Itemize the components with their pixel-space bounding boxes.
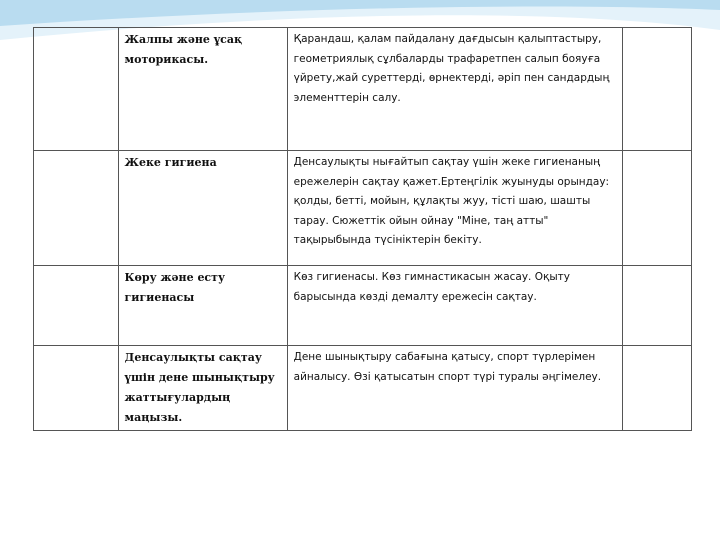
- table-row: [34, 151, 692, 266]
- topic-cell: [118, 28, 287, 151]
- topic-cell: [118, 346, 287, 431]
- content-cell: [287, 28, 622, 151]
- topic-text: Көру және есту гигиенасы: [124, 271, 225, 304]
- empty-cell: [34, 151, 119, 266]
- content-cell: [287, 151, 622, 266]
- empty-cell: [622, 28, 691, 151]
- empty-cell: [34, 266, 119, 346]
- empty-cell: [622, 346, 691, 431]
- topic-cell: [118, 266, 287, 346]
- content-text: Көз гигиенасы. Көз гимнастикасын жасау. Оқыту барысында көзді демалту ережесін сақтау.: [293, 271, 570, 303]
- content-text: Денсаулықты нығайтып сақтау үшін жеке гигиенаның ережелерін сақтау қажет.Ертеңгілік жуынуды орындау: қолды, бетті, мойын, құлақты жуу, тісті шаю, шашты тарау. Сюжеттік ойын ойнау "Міне, таң атты" тақырыбында түсініктерін бекіту.: [293, 156, 610, 247]
- curriculum-table: [33, 27, 692, 431]
- table-row: [34, 28, 692, 151]
- empty-cell: [622, 151, 691, 266]
- content-text: Қарандаш, қалам пайдалану дағдысын қалыптастыру, геометриялық сұлбаларды трафаретпен салып бояуға үйрету,жай суреттерді, өрнектерді, әріп пен сандардың элементтерін салу.: [293, 33, 610, 104]
- topic-text: Жалпы және ұсақ моторикасы.: [124, 33, 243, 66]
- empty-cell: [622, 266, 691, 346]
- content-cell: [287, 346, 622, 431]
- topic-text: Жеке гигиена: [124, 156, 217, 169]
- empty-cell: [34, 346, 119, 431]
- content-text: Дене шынықтыру сабағына қатысу, спорт түрлерімен айналысу. Өзі қатысатын спорт түрі туралы әңгімелеу.: [293, 351, 602, 383]
- table-row: [34, 266, 692, 346]
- table-row: [34, 346, 692, 431]
- empty-cell: [34, 28, 119, 151]
- content-cell: [287, 266, 622, 346]
- topic-cell: [118, 151, 287, 266]
- topic-text: Денсаулықты сақтау үшін дене шынықтыру жаттығулардың маңызы.: [124, 351, 275, 424]
